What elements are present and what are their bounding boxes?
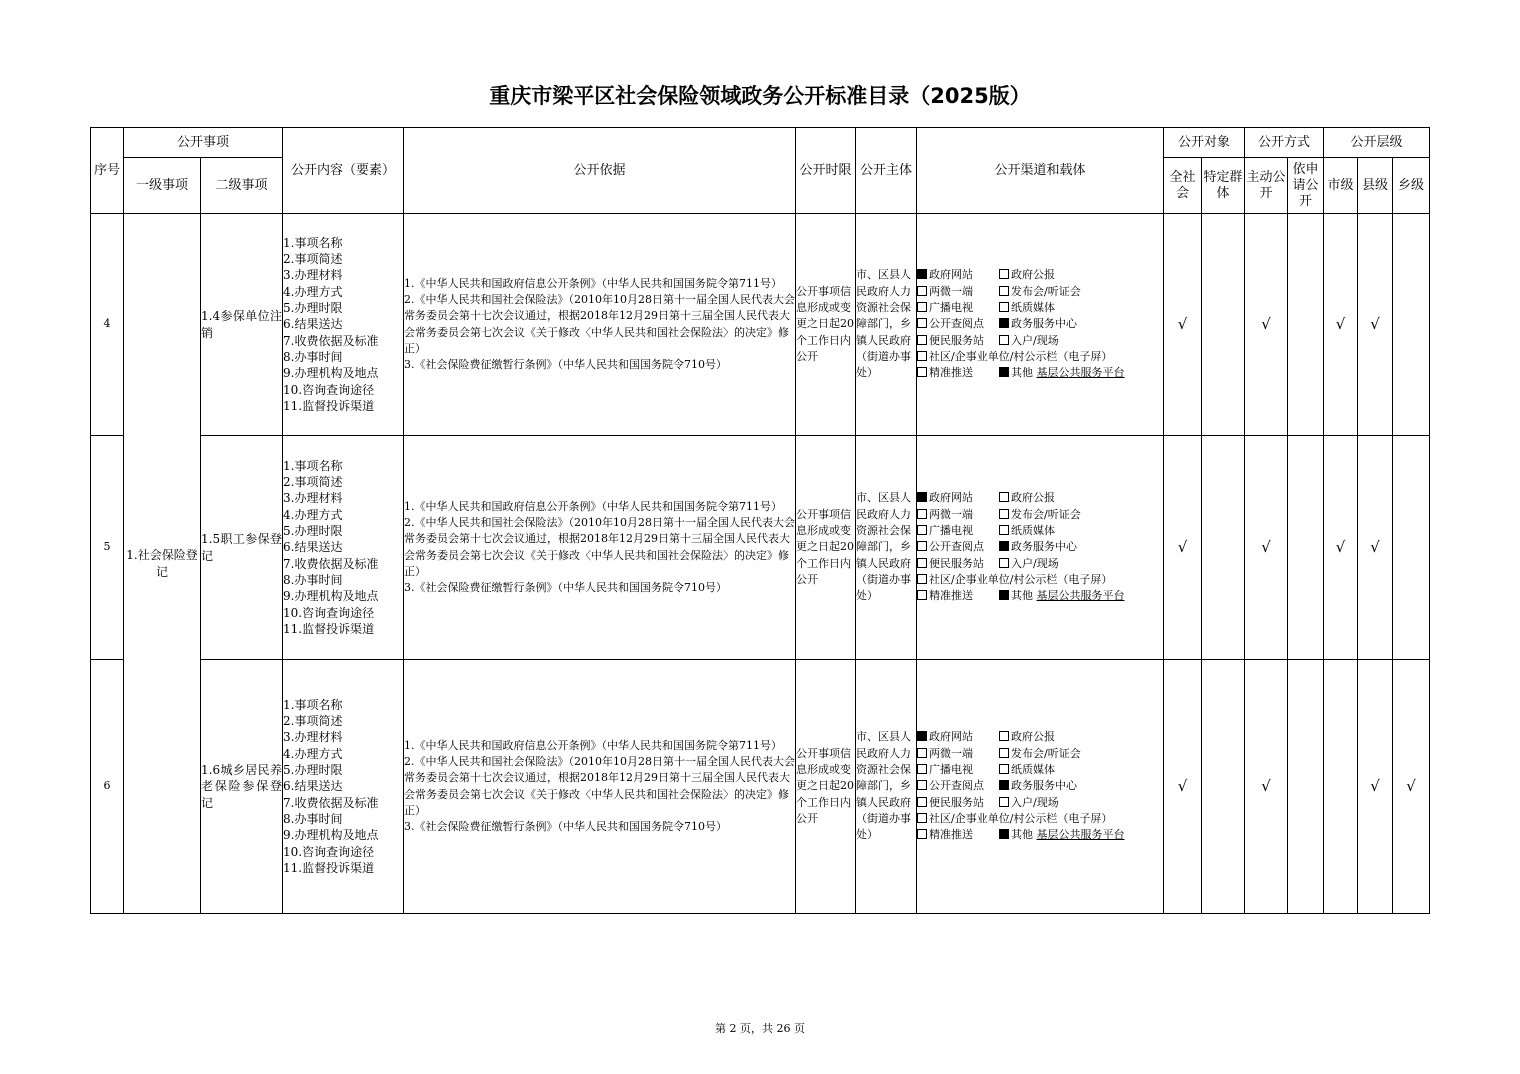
channel-label: 政府公报	[1011, 491, 1056, 505]
checked-box-icon	[917, 731, 927, 741]
channel-gov-website	[917, 490, 999, 506]
channel-two-micro	[917, 507, 999, 523]
header-level-town: 乡级	[1393, 158, 1430, 214]
unchecked-box-icon	[999, 492, 1009, 502]
basis-text: 1.《中华人民共和国政府信息公开条例》（中华人民共和国国务院令第711号） 2.《中华人民共和国社会保险法》（2010年10月28日第十一届全国人民代表大会常务委员会第十七次会议通过，根据2018年12月29日第十三届全国人民代表大会常务委员会第七次会议《关于修改〈中华人民共和国社会保险法〉的决定》修正） 3.《社会保险费征缴暂行条例》（中华人民共和国国务院令710号）	[404, 436, 796, 660]
channel-reading-point	[917, 778, 999, 794]
check-county: √	[1358, 436, 1393, 660]
header-level-group: 公开层级	[1324, 128, 1430, 158]
checked-box-icon	[999, 541, 1009, 551]
channel-label: 其他	[1011, 828, 1034, 842]
content-item: 8.办事时间	[283, 349, 343, 364]
time-limit-text: 公开事项信息形成或变更之日起20个工作日内公开	[796, 214, 856, 436]
content-item: 2.事项简述	[283, 252, 343, 267]
channel-paper-media	[999, 300, 1081, 316]
channel-label: 广播电视	[929, 763, 974, 777]
unchecked-box-icon	[917, 302, 927, 312]
channel-community-board	[917, 349, 1112, 365]
content-list	[283, 214, 404, 436]
content-item: 3.办理材料	[283, 491, 343, 506]
channel-label: 入户/现场	[1011, 333, 1059, 347]
channel-gov-website	[917, 267, 999, 283]
check-town: √	[1393, 660, 1430, 914]
unchecked-box-icon	[917, 780, 927, 790]
check-active: √	[1245, 660, 1288, 914]
unchecked-box-icon	[917, 351, 927, 361]
check-county: √	[1358, 214, 1393, 436]
channel-label: 便民服务站	[929, 795, 985, 809]
header-items-group: 公开事项	[124, 128, 283, 158]
channel-label: 入户/现场	[1011, 556, 1059, 570]
channel-label: 政府网站	[929, 730, 974, 744]
unchecked-box-icon	[917, 525, 927, 535]
channel-other-value: 基层公共服务平台	[1036, 589, 1125, 603]
content-item: 9.办理机构及地点	[283, 589, 379, 604]
unchecked-box-icon	[999, 731, 1009, 741]
unchecked-box-icon	[999, 269, 1009, 279]
catalog-table	[90, 127, 1430, 914]
header-method-active: 主动公开	[1245, 158, 1288, 214]
header-content: 公开内容（要素）	[283, 128, 404, 214]
unchecked-box-icon	[917, 509, 927, 519]
channel-precise-push	[917, 588, 999, 604]
content-item: 5.办理时限	[283, 763, 343, 778]
channel-label: 政务服务中心	[1011, 779, 1078, 793]
channel-two-micro	[917, 746, 999, 762]
level2-item: 1.4参保单位注销	[201, 214, 283, 436]
content-item: 9.办理机构及地点	[283, 828, 379, 843]
channel-reading-point	[917, 316, 999, 332]
unchecked-box-icon	[917, 829, 927, 839]
content-item: 7.收费依据及标准	[283, 556, 379, 571]
channel-label: 政府网站	[929, 491, 974, 505]
channel-label: 发布会/听证会	[1011, 284, 1081, 298]
header-level-county: 县级	[1358, 158, 1393, 214]
page-title: 重庆市梁平区社会保险领域政务公开标准目录（2025版）	[489, 84, 1031, 108]
channel-label: 其他	[1011, 366, 1034, 380]
content-item: 9.办理机构及地点	[283, 366, 379, 381]
channel-label: 政府公报	[1011, 268, 1056, 282]
check-request	[1288, 660, 1324, 914]
checked-box-icon	[917, 269, 927, 279]
content-item: 7.收费依据及标准	[283, 795, 379, 810]
channel-label: 其他	[1011, 589, 1034, 603]
channel-label: 入户/现场	[1011, 795, 1059, 809]
checked-box-icon	[999, 318, 1009, 328]
row-seq: 5	[91, 436, 124, 660]
channel-community-board	[917, 811, 1112, 827]
content-item: 2.事项简述	[283, 475, 343, 490]
channel-household	[999, 556, 1081, 572]
checked-box-icon	[999, 367, 1009, 377]
channel-label: 发布会/听证会	[1011, 746, 1081, 760]
channel-label: 纸质媒体	[1011, 763, 1056, 777]
check-target-all: √	[1164, 660, 1202, 914]
row-seq: 6	[91, 660, 124, 914]
channel-convenience-station	[917, 333, 999, 349]
subject-text: 市、区县人民政府人力资源社会保障部门，乡镇人民政府（街道办事处）	[856, 660, 917, 914]
check-target-all: √	[1164, 214, 1202, 436]
channel-convenience-station	[917, 556, 999, 572]
checked-box-icon	[999, 829, 1009, 839]
channel-community-board	[917, 572, 1112, 588]
unchecked-box-icon	[999, 558, 1009, 568]
channel-other-value: 基层公共服务平台	[1036, 828, 1125, 842]
check-request	[1288, 436, 1324, 660]
channel-label: 公开查阅点	[929, 540, 985, 554]
unchecked-box-icon	[917, 318, 927, 328]
channel-label: 广播电视	[929, 301, 974, 315]
channel-other-value: 基层公共服务平台	[1036, 366, 1125, 380]
content-list	[283, 436, 404, 660]
content-item: 1.事项名称	[283, 697, 343, 712]
check-town	[1393, 436, 1430, 660]
content-item: 4.办理方式	[283, 284, 343, 299]
unchecked-box-icon	[999, 764, 1009, 774]
content-item: 4.办理方式	[283, 507, 343, 522]
unchecked-box-icon	[917, 335, 927, 345]
channel-label: 公开查阅点	[929, 779, 985, 793]
channel-press-conf	[999, 284, 1081, 300]
basis-text: 1.《中华人民共和国政府信息公开条例》（中华人民共和国国务院令第711号） 2.《中华人民共和国社会保险法》（2010年10月28日第十一届全国人民代表大会常务委员会第十七次会议通过，根据2018年12月29日第十三届全国人民代表大会常务委员会第七次会议《关于修改〈中华人民共和国社会保险法〉的决定》修正） 3.《社会保险费征缴暂行条例》（中华人民共和国国务院令710号）	[404, 214, 796, 436]
check-city	[1324, 660, 1358, 914]
content-item: 11.监督投诉渠道	[283, 860, 375, 875]
checked-box-icon	[999, 590, 1009, 600]
time-limit-text: 公开事项信息形成或变更之日起20个工作日内公开	[796, 436, 856, 660]
content-item: 6.结果送达	[283, 779, 343, 794]
header-subject: 公开主体	[856, 128, 917, 214]
channel-list	[917, 214, 1164, 436]
check-target-all: √	[1164, 436, 1202, 660]
channel-label: 精准推送	[929, 828, 974, 842]
subject-text: 市、区县人民政府人力资源社会保障部门，乡镇人民政府（街道办事处）	[856, 436, 917, 660]
channel-other	[999, 588, 1125, 604]
channel-label: 政府公报	[1011, 730, 1056, 744]
content-item: 7.收费依据及标准	[283, 333, 379, 348]
channel-label: 便民服务站	[929, 333, 985, 347]
content-item: 8.办事时间	[283, 572, 343, 587]
content-item: 1.事项名称	[283, 458, 343, 473]
check-county: √	[1358, 660, 1393, 914]
header-seq: 序号	[91, 128, 124, 214]
channel-gov-website	[917, 729, 999, 745]
table-row	[91, 660, 1430, 914]
page-footer: 第 2 页，共 26 页	[715, 1022, 805, 1035]
table-row	[91, 436, 1430, 660]
content-item: 6.结果送达	[283, 317, 343, 332]
check-active: √	[1245, 214, 1288, 436]
header-basis: 公开依据	[404, 128, 796, 214]
channel-household	[999, 333, 1081, 349]
channel-precise-push	[917, 365, 999, 381]
channel-broadcast	[917, 300, 999, 316]
level1-item: 1.社会保险登记	[124, 214, 201, 914]
channel-two-micro	[917, 284, 999, 300]
channel-service-center	[999, 778, 1081, 794]
channel-label: 两微一端	[929, 507, 974, 521]
unchecked-box-icon	[917, 813, 927, 823]
channel-press-conf	[999, 746, 1081, 762]
channel-label: 便民服务站	[929, 556, 985, 570]
header-level1: 一级事项	[124, 158, 201, 214]
channel-label: 两微一端	[929, 746, 974, 760]
channel-label: 政务服务中心	[1011, 540, 1078, 554]
basis-text: 1.《中华人民共和国政府信息公开条例》（中华人民共和国国务院令第711号） 2.《中华人民共和国社会保险法》（2010年10月28日第十一届全国人民代表大会常务委员会第十七次会议通过，根据2018年12月29日第十三届全国人民代表大会常务委员会第七次会议《关于修改〈中华人民共和国社会保险法〉的决定》修正） 3.《社会保险费征缴暂行条例》（中华人民共和国国务院令710号）	[404, 660, 796, 914]
header-level-city: 市级	[1324, 158, 1358, 214]
channel-precise-push	[917, 827, 999, 843]
check-target-specific	[1202, 436, 1245, 660]
content-list	[283, 660, 404, 914]
row-seq: 4	[91, 214, 124, 436]
check-city: √	[1324, 436, 1358, 660]
unchecked-box-icon	[917, 286, 927, 296]
content-item: 8.办事时间	[283, 811, 343, 826]
unchecked-box-icon	[917, 367, 927, 377]
unchecked-box-icon	[999, 286, 1009, 296]
content-item: 1.事项名称	[283, 235, 343, 250]
unchecked-box-icon	[917, 797, 927, 807]
check-target-specific	[1202, 660, 1245, 914]
header-method-request: 依申请公开	[1288, 158, 1324, 214]
check-target-specific	[1202, 214, 1245, 436]
header-target-group: 公开对象	[1164, 128, 1245, 158]
content-item: 2.事项简述	[283, 714, 343, 729]
channel-label: 社区/企事业单位/村公示栏（电子屏）	[929, 572, 1113, 586]
channel-label: 精准推送	[929, 589, 974, 603]
channel-other	[999, 827, 1125, 843]
channel-service-center	[999, 316, 1081, 332]
channel-label: 纸质媒体	[1011, 524, 1056, 538]
channel-paper-media	[999, 762, 1081, 778]
channel-label: 纸质媒体	[1011, 301, 1056, 315]
header-method-group: 公开方式	[1245, 128, 1324, 158]
content-item: 10.咨询查询途径	[283, 844, 375, 859]
subject-text: 市、区县人民政府人力资源社会保障部门，乡镇人民政府（街道办事处）	[856, 214, 917, 436]
header-target-specific: 特定群体	[1202, 158, 1245, 214]
content-item: 11.监督投诉渠道	[283, 398, 375, 413]
channel-label: 广播电视	[929, 524, 974, 538]
channel-gov-gazette	[999, 267, 1081, 283]
unchecked-box-icon	[917, 541, 927, 551]
channel-list	[917, 660, 1164, 914]
unchecked-box-icon	[999, 302, 1009, 312]
header-time-limit: 公开时限	[796, 128, 856, 214]
header-level2: 二级事项	[201, 158, 283, 214]
channel-press-conf	[999, 507, 1081, 523]
checked-box-icon	[999, 780, 1009, 790]
check-city: √	[1324, 214, 1358, 436]
content-item: 5.办理时限	[283, 301, 343, 316]
content-item: 3.办理材料	[283, 268, 343, 283]
channel-broadcast	[917, 523, 999, 539]
channel-paper-media	[999, 523, 1081, 539]
channel-label: 政府网站	[929, 268, 974, 282]
level2-item: 1.6城乡居民养老保险参保登记	[201, 660, 283, 914]
channel-broadcast	[917, 762, 999, 778]
unchecked-box-icon	[917, 574, 927, 584]
content-item: 10.咨询查询途径	[283, 605, 375, 620]
table-row	[91, 214, 1430, 436]
channel-label: 两微一端	[929, 284, 974, 298]
unchecked-box-icon	[917, 748, 927, 758]
channel-label: 社区/企事业单位/村公示栏（电子屏）	[929, 349, 1113, 363]
unchecked-box-icon	[917, 764, 927, 774]
channel-gov-gazette	[999, 729, 1081, 745]
channel-service-center	[999, 539, 1081, 555]
header-channels: 公开渠道和载体	[917, 128, 1164, 214]
content-item: 10.咨询查询途径	[283, 382, 375, 397]
content-item: 11.监督投诉渠道	[283, 621, 375, 636]
channel-convenience-station	[917, 795, 999, 811]
channel-label: 社区/企事业单位/村公示栏（电子屏）	[929, 811, 1113, 825]
unchecked-box-icon	[999, 509, 1009, 519]
unchecked-box-icon	[999, 797, 1009, 807]
content-item: 4.办理方式	[283, 746, 343, 761]
channel-label: 公开查阅点	[929, 317, 985, 331]
channel-list	[917, 436, 1164, 660]
channel-label: 发布会/听证会	[1011, 507, 1081, 521]
content-item: 5.办理时限	[283, 524, 343, 539]
channel-household	[999, 795, 1081, 811]
level2-item: 1.5职工参保登记	[201, 436, 283, 660]
check-request	[1288, 214, 1324, 436]
unchecked-box-icon	[999, 748, 1009, 758]
check-active: √	[1245, 436, 1288, 660]
check-town	[1393, 214, 1430, 436]
channel-label: 政务服务中心	[1011, 317, 1078, 331]
channel-reading-point	[917, 539, 999, 555]
header-target-all: 全社会	[1164, 158, 1202, 214]
channel-other	[999, 365, 1125, 381]
time-limit-text: 公开事项信息形成或变更之日起20个工作日内公开	[796, 660, 856, 914]
content-item: 6.结果送达	[283, 540, 343, 555]
channel-label: 精准推送	[929, 366, 974, 380]
unchecked-box-icon	[917, 558, 927, 568]
unchecked-box-icon	[917, 590, 927, 600]
unchecked-box-icon	[999, 335, 1009, 345]
content-item: 3.办理材料	[283, 730, 343, 745]
checked-box-icon	[917, 492, 927, 502]
unchecked-box-icon	[999, 525, 1009, 535]
channel-gov-gazette	[999, 490, 1081, 506]
